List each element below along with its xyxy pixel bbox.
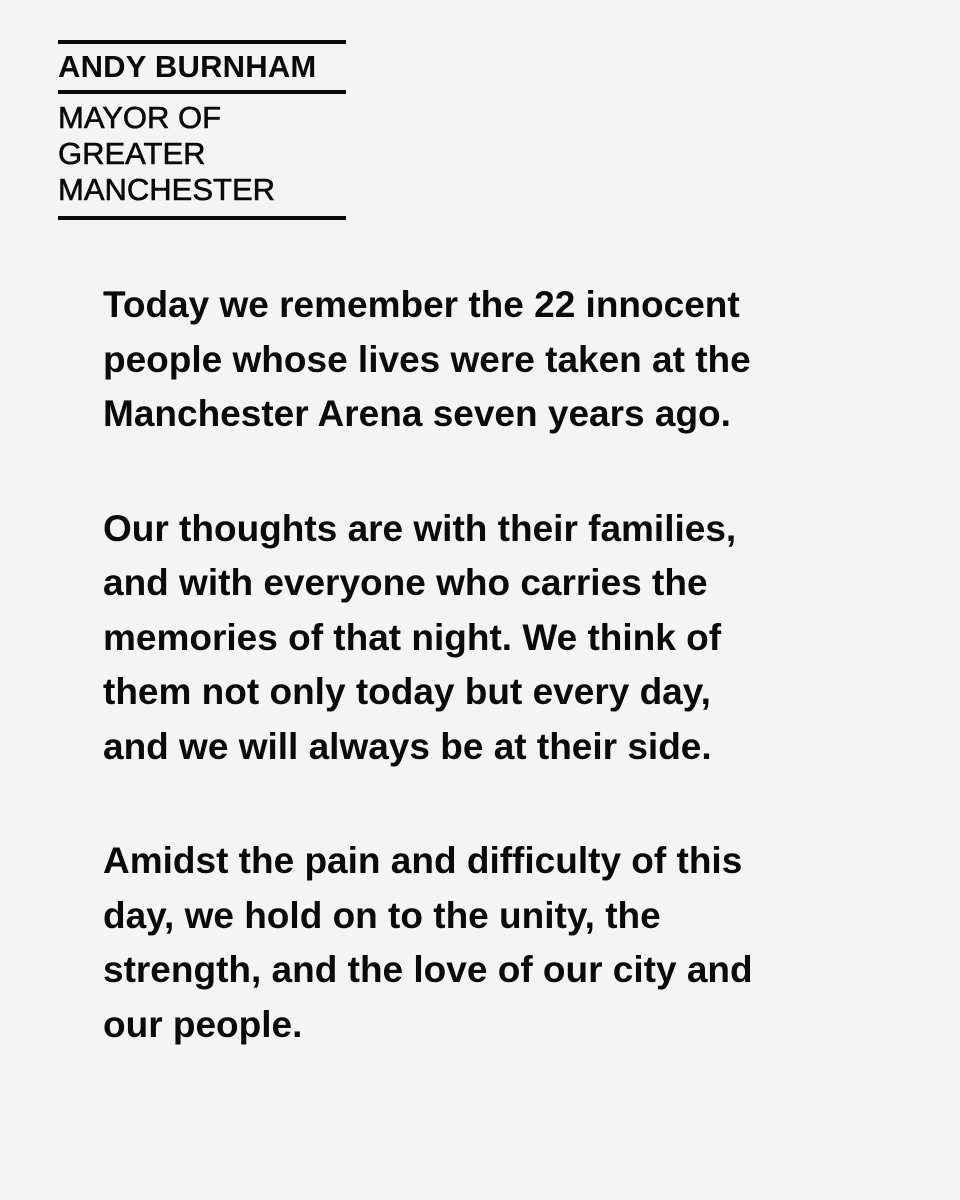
logo-name: ANDY BURNHAM [58,49,317,84]
logo-title: MAYOR OF GREATER MANCHESTER [58,100,276,207]
statement-paragraph-3: Amidst the pain and difficulty of this day, we hold on to the unity, the strength, and the love of our city and our people. [103,840,753,1045]
statement-text [103,278,903,1112]
mayor-logo [58,40,346,220]
statement-paragraph-1: Today we remember the 22 innocent people whose lives were taken at the Manchester Arena seven years ago. [103,284,751,434]
logo-bottom-rule [58,216,346,220]
statement-paragraph-2: Our thoughts are with their families, and with everyone who carries the memories of that night. We think of them not only today but every day, and we will always be at their side. [103,507,737,767]
